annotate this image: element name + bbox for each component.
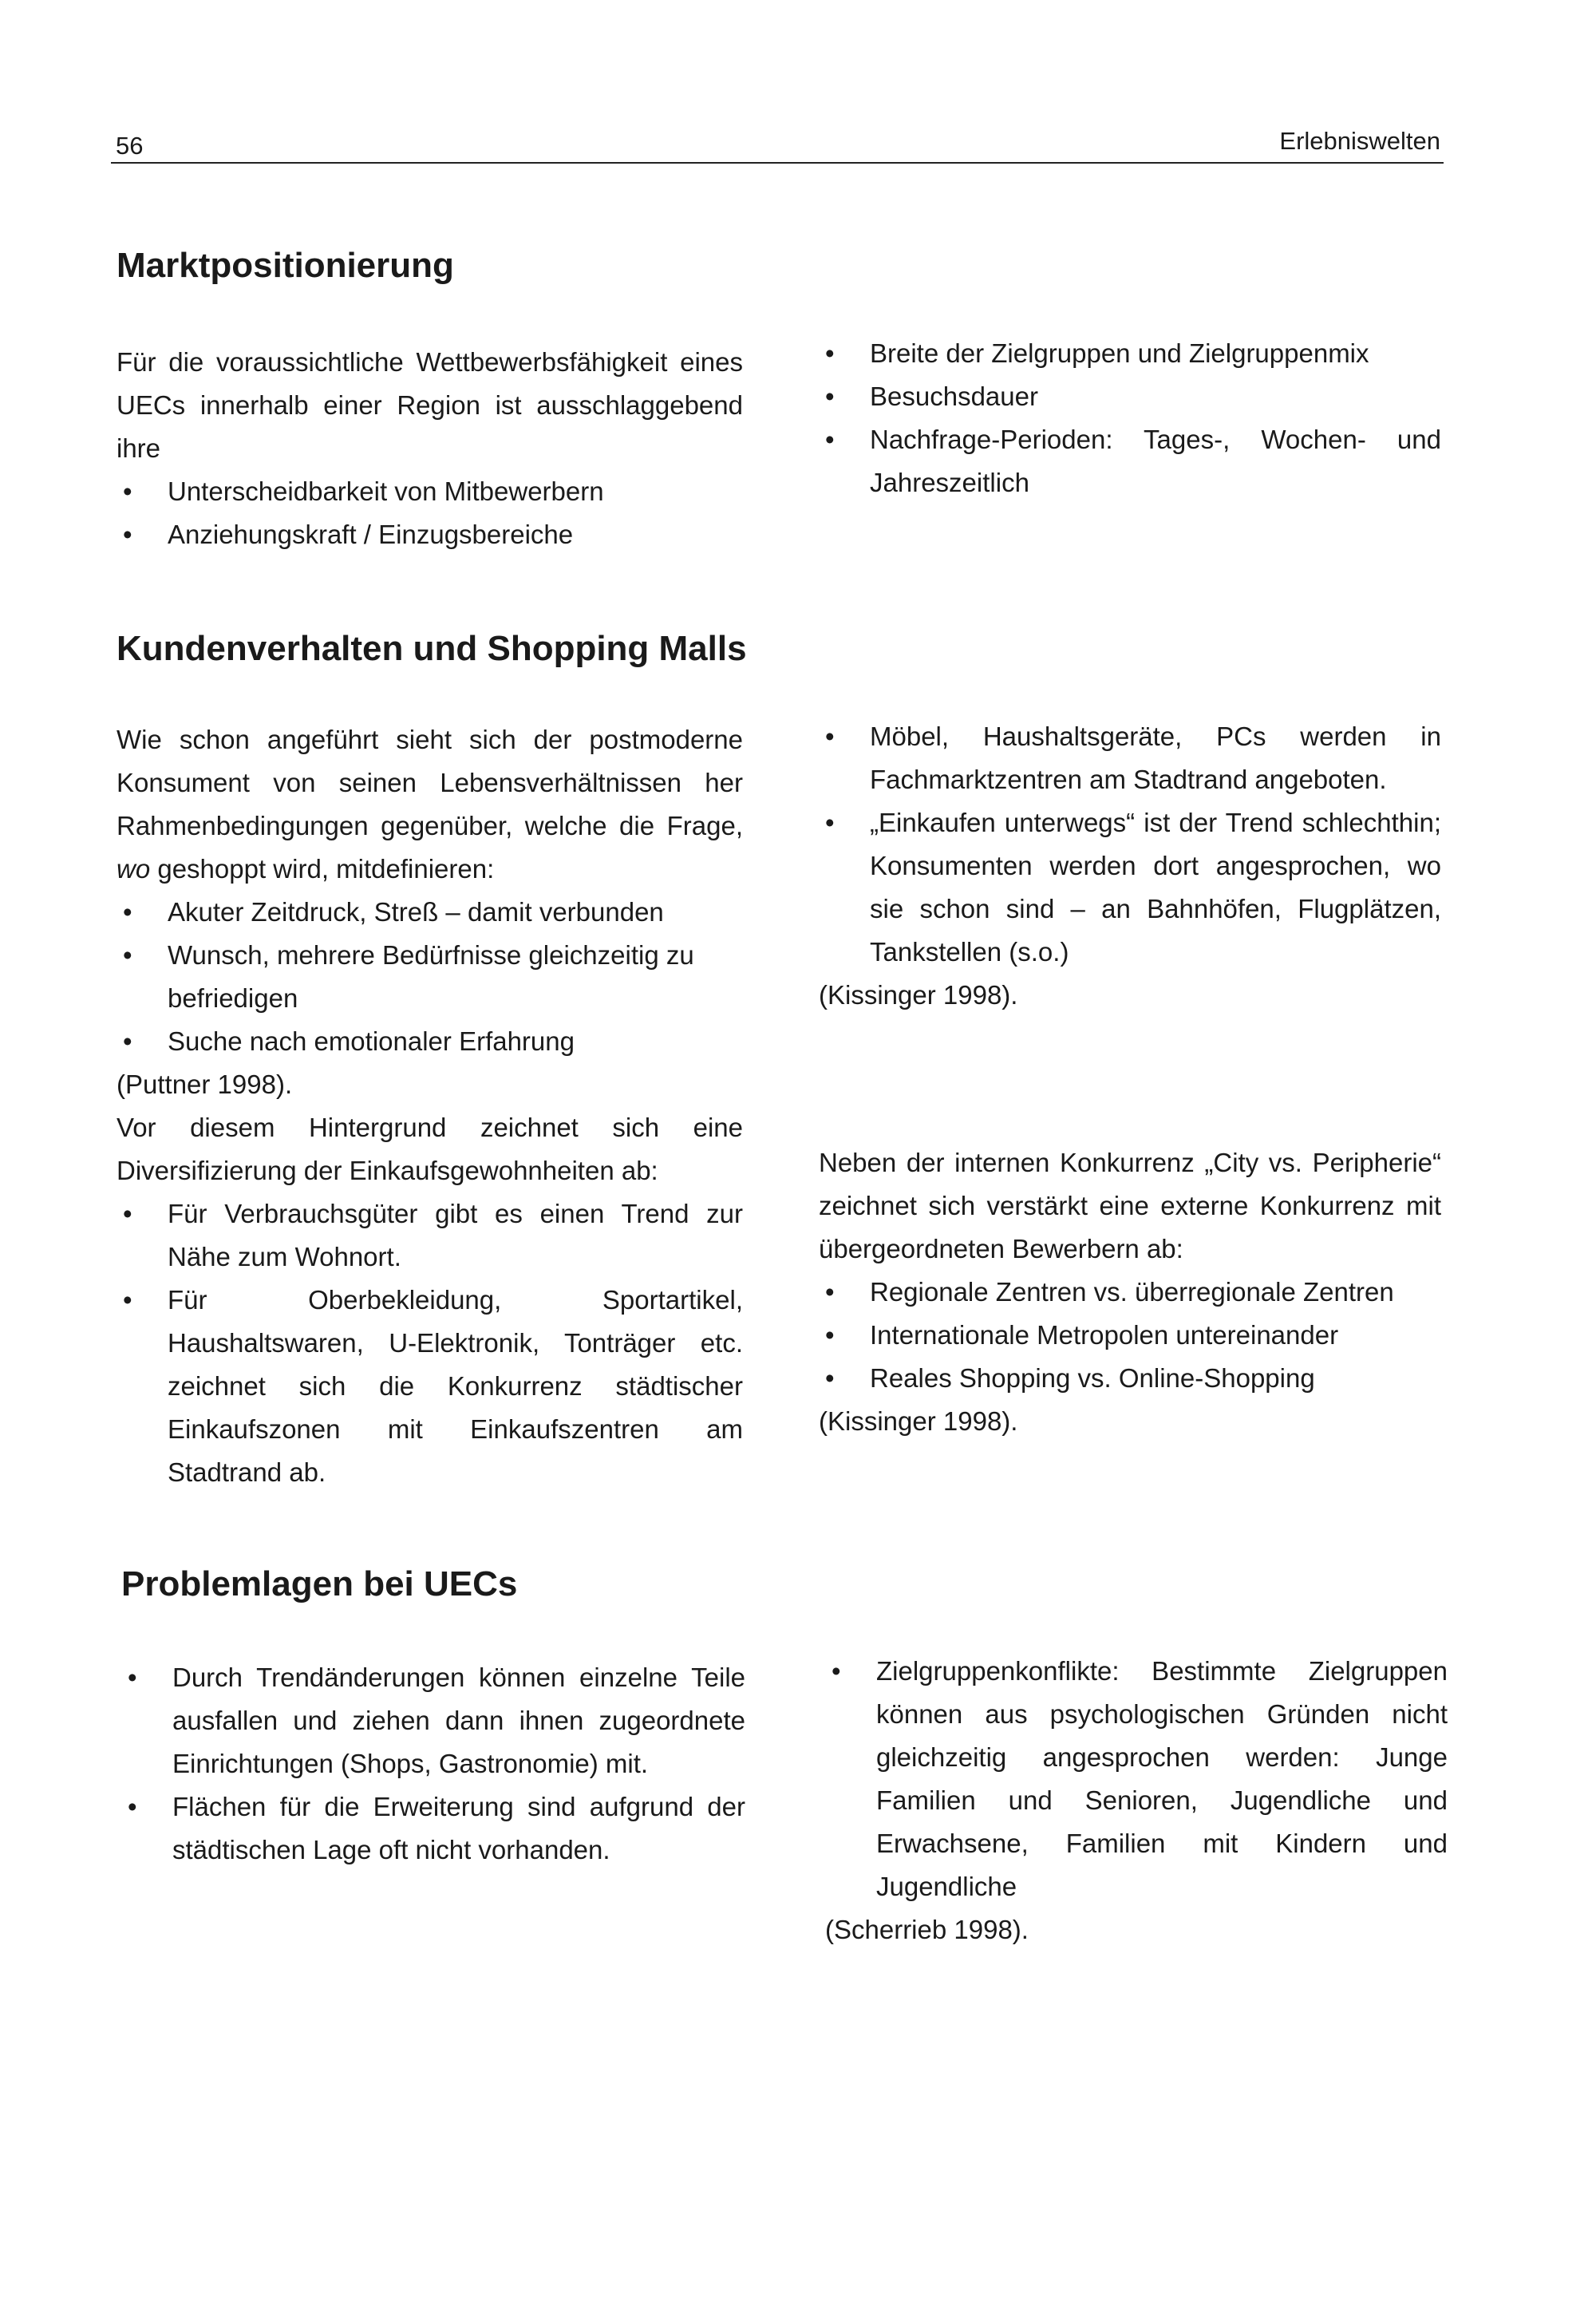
list-item: • Flächen für die Erweiterung sind aufgrund der städtischen Lage oft nicht vorhanden. — [121, 1785, 745, 1872]
bullet-list — [117, 891, 743, 1063]
list-item: • Möbel, Haushaltsgeräte, PCs werden in Fachmarktzentren am Stadtrand angeboten. — [819, 715, 1441, 801]
bullet-icon: • — [123, 940, 132, 970]
paragraph: Für die voraussichtliche Wettbewerbsfähigkeit eines UECs innerhalb einer Region ist ausschlaggebend ihre — [117, 347, 743, 463]
list-item: • Suche nach emotionaler Erfahrung — [117, 1020, 743, 1063]
list-item: • Akuter Zeitdruck, Streß – damit verbunden — [117, 891, 743, 934]
section-1-left-column — [117, 341, 743, 556]
list-item: • Für Verbrauchsgüter gibt es einen Trend zur Nähe zum Wohnort. — [117, 1192, 743, 1279]
paragraph: Wie schon angeführt sieht sich der postmoderne Konsument von seinen Lebensverhältnissen her Rahmenbedingungen gegenüber, welche die Frage, wo geshoppt wird, mitdefinieren: — [117, 725, 743, 884]
list-item: • Durch Trendänderungen können einzelne Teile ausfallen und ziehen dann ihnen zugeordnete Einrichtungen (Shops, Gastronomie) mit. — [121, 1656, 745, 1785]
heading-marktpositionierung: Marktpositionierung — [117, 246, 454, 285]
list-item: • Reales Shopping vs. Online-Shopping — [819, 1357, 1441, 1400]
running-title: Erlebniswelten — [1279, 127, 1440, 155]
bullet-icon: • — [123, 476, 132, 506]
bullet-list — [117, 1192, 743, 1494]
spacer — [819, 1017, 1441, 1141]
section-2-left-column — [117, 718, 743, 1494]
bullet-icon: • — [825, 338, 835, 368]
bullet-icon: • — [123, 520, 132, 549]
list-item: • Internationale Metropolen untereinander — [819, 1314, 1441, 1357]
citation: (Kissinger 1998). — [819, 1406, 1018, 1436]
section-3-right-column — [825, 1650, 1448, 1951]
bullet-icon: • — [825, 1277, 835, 1307]
citation: (Kissinger 1998). — [819, 980, 1018, 1010]
list-item: • Besuchsdauer — [819, 375, 1441, 418]
section-1-right-column — [819, 332, 1441, 504]
heading-problemlagen: Problemlagen bei UECs — [121, 1564, 518, 1603]
bullet-icon: • — [825, 382, 835, 411]
citation: (Puttner 1998). — [117, 1070, 293, 1099]
list-item: • Wunsch, mehrere Bedürfnisse gleichzeitig zu befriedigen — [117, 934, 743, 1020]
bullet-icon: • — [128, 1663, 137, 1692]
bullet-icon: • — [832, 1656, 841, 1686]
bullet-list — [117, 470, 743, 556]
emphasis: wo — [117, 854, 151, 884]
list-item: • Breite der Zielgruppen und Zielgruppenmix — [819, 332, 1441, 375]
bullet-icon: • — [123, 897, 132, 927]
page-header — [111, 124, 1444, 164]
heading-kundenverhalten: Kundenverhalten und Shopping Malls — [117, 629, 747, 668]
bullet-list — [819, 1271, 1441, 1400]
bullet-icon: • — [123, 1285, 132, 1315]
bullet-icon: • — [825, 722, 835, 751]
bullet-icon: • — [825, 1320, 835, 1350]
bullet-icon: • — [825, 1363, 835, 1393]
bullet-list — [819, 332, 1441, 504]
page-number: 56 — [116, 132, 144, 160]
bullet-list — [121, 1656, 745, 1872]
list-item: • Zielgruppenkonflikte: Bestimmte Zielgruppen können aus psychologischen Gründen nicht gleichzeitig angesprochen werden: Junge Familien und Senioren, Jugendliche und Erwachsene, Familien mit Kindern und Jugendliche — [825, 1650, 1448, 1908]
list-item: • Nachfrage-Perioden: Tages-, Wochen- und Jahreszeitlich — [819, 418, 1441, 504]
section-2-right-column — [819, 715, 1441, 1443]
bullet-icon: • — [825, 425, 835, 454]
paragraph: Neben der internen Konkurrenz „City vs. Peripherie“ zeichnet sich verstärkt eine externe Konkurrenz mit übergeordneten Bewerbern ab: — [819, 1148, 1441, 1263]
bullet-icon: • — [123, 1026, 132, 1056]
bullet-list — [819, 715, 1441, 974]
list-item: • Für Oberbekleidung, Sportartikel, Haushaltswaren, U-Elektronik, Tonträger etc. zeichnet sich die Konkurrenz städtischer Einkaufszonen mit Einkaufszentren am Stadtrand ab. — [117, 1279, 743, 1494]
list-item: • Regionale Zentren vs. überregionale Zentren — [819, 1271, 1441, 1314]
section-3-left-column — [121, 1656, 745, 1872]
bullet-icon: • — [128, 1792, 137, 1821]
citation: (Scherrieb 1998). — [825, 1915, 1029, 1944]
bullet-list — [825, 1650, 1448, 1908]
list-item: • „Einkaufen unterwegs“ ist der Trend schlechthin; Konsumenten werden dort angesprochen, wo sie schon sind – an Bahnhöfen, Flugplätzen, Tankstellen (s.o.) — [819, 801, 1441, 974]
paragraph: Vor diesem Hintergrund zeichnet sich eine Diversifizierung der Einkaufsgewohnheiten ab: — [117, 1113, 743, 1185]
bullet-icon: • — [123, 1199, 132, 1228]
list-item: • Unterscheidbarkeit von Mitbewerbern — [117, 470, 743, 513]
list-item: • Anziehungskraft / Einzugsbereiche — [117, 513, 743, 556]
bullet-icon: • — [825, 808, 835, 837]
